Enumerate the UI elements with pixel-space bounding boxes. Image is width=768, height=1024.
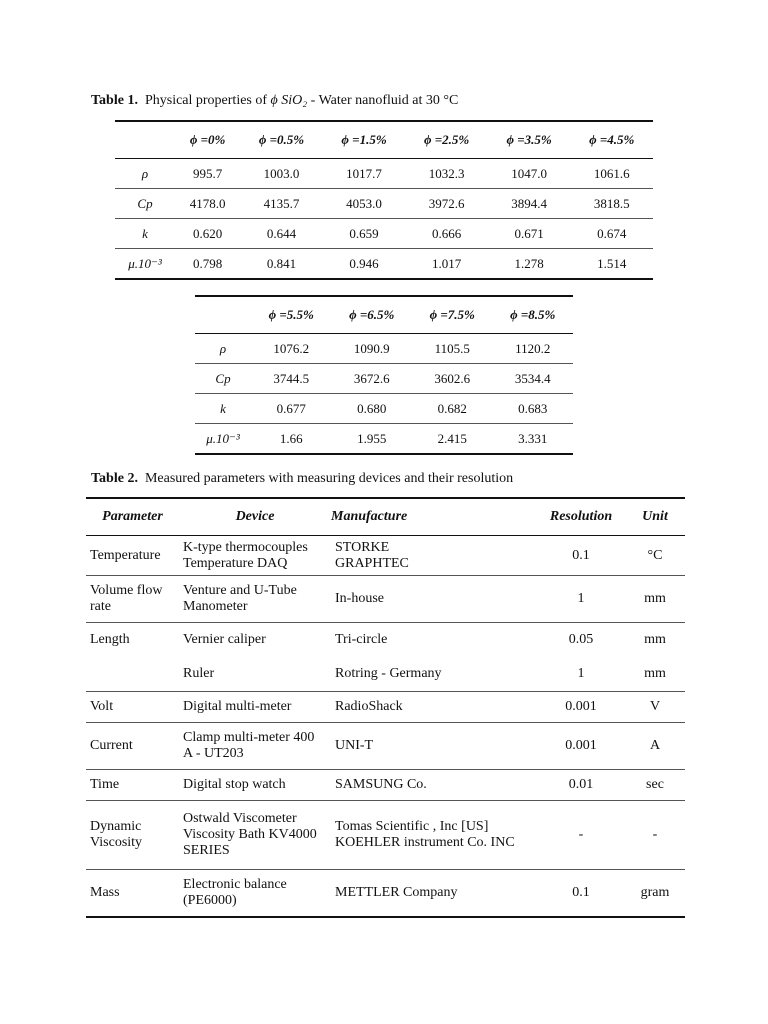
table-cell: 1 (577, 665, 585, 681)
table-cell: Electronic balance (PE6000) (179, 870, 331, 917)
table-cell: V (625, 692, 685, 723)
table1-caption (91, 93, 458, 109)
table-cell: mm (644, 665, 666, 681)
table-cell: 1017.7 (323, 159, 406, 189)
table-cell: 1.66 (251, 424, 332, 455)
table-cell: 1120.2 (493, 334, 574, 364)
table-cell: SAMSUNG Co. (331, 770, 537, 801)
table-cell: Clamp multi-meter 400 A - UT203 (179, 723, 331, 770)
table-row (86, 536, 685, 576)
table-cell: In-house (331, 576, 537, 623)
row-label: μ.10⁻³ (195, 424, 251, 455)
table-cell (86, 657, 179, 692)
table-cell: A (625, 723, 685, 770)
column-header: ϕ =4.5% (589, 132, 635, 147)
table-cell: °C (625, 536, 685, 576)
table-cell: 1090.9 (332, 334, 413, 364)
table-cell: 0.001 (537, 723, 625, 770)
table-row (115, 189, 653, 219)
table-cell: 3894.4 (488, 189, 571, 219)
column-header: Unit (625, 498, 685, 536)
table-cell: mm (625, 623, 685, 657)
table-cell: 0.1 (537, 870, 625, 917)
column-header: Resolution (537, 498, 625, 536)
table-cell: Tri-circle (331, 623, 537, 657)
column-header: ϕ =0.5% (258, 132, 305, 147)
table-cell: 1.278 (488, 249, 571, 280)
row-label: μ.10⁻³ (115, 249, 175, 280)
table-row (195, 334, 573, 364)
table1-label: Table 1. (91, 93, 138, 108)
table-cell: 0.682 (412, 394, 493, 424)
row-label: ρ (195, 334, 251, 364)
column-header: ϕ =2.5% (423, 132, 470, 147)
row-label: k (115, 219, 175, 249)
table-cell: 1.955 (332, 424, 413, 455)
table-cell: 3744.5 (251, 364, 332, 394)
table-cell: Rotring - Germany (335, 665, 442, 681)
table-cell: 1003.0 (240, 159, 323, 189)
table-cell: 3.331 (493, 424, 574, 455)
table-cell: Time (86, 770, 179, 801)
column-header: ϕ =1.5% (341, 132, 387, 147)
table-cell: 0.644 (240, 219, 323, 249)
table-row (86, 723, 685, 770)
table-cell: 0.683 (493, 394, 574, 424)
table-cell: 3534.4 (493, 364, 574, 394)
table-cell: STORKE GRAPHTEC (331, 536, 537, 576)
table-cell: 1047.0 (488, 159, 571, 189)
table1-caption-phi: ϕ (270, 93, 278, 108)
table-cell: K-type thermocouples Temperature DAQ (179, 536, 331, 576)
table-cell: Temperature (86, 536, 179, 576)
table-cell: 1061.6 (570, 159, 653, 189)
table-cell: METTLER Company (331, 870, 537, 917)
table2 (86, 497, 685, 918)
table-cell: Length (86, 623, 179, 657)
table-cell: 3602.6 (412, 364, 493, 394)
table-cell: 0.677 (251, 394, 332, 424)
column-header: ϕ =0% (189, 132, 226, 147)
table-cell: 0.841 (240, 249, 323, 280)
table-cell: 1.017 (405, 249, 488, 280)
table1-part-b (195, 295, 573, 455)
table-cell: 0.01 (537, 770, 625, 801)
table-cell: Venture and U-Tube Manometer (179, 576, 331, 623)
table-cell: Digital stop watch (179, 770, 331, 801)
column-header (195, 296, 251, 334)
table-cell: 0.798 (175, 249, 240, 280)
table-cell: Tomas Scientific , Inc [US] KOEHLER instrument Co. INC (331, 801, 537, 870)
table-row (115, 249, 653, 280)
table-cell: 0.680 (332, 394, 413, 424)
table-row (86, 623, 685, 657)
table1b-body (195, 334, 573, 455)
table-row (86, 801, 685, 870)
row-label: Cp (115, 189, 175, 219)
table-cell: Volt (86, 692, 179, 723)
table-cell: RadioShack (331, 692, 537, 723)
table-row (86, 770, 685, 801)
column-header: Parameter (86, 498, 179, 536)
table-cell: 995.7 (175, 159, 240, 189)
table-cell: sec (625, 770, 685, 801)
table-row (86, 692, 685, 723)
table-row (86, 657, 685, 692)
column-header (115, 121, 175, 159)
table-row (195, 424, 573, 455)
table-cell: 0.1 (537, 536, 625, 576)
table-cell: - (625, 801, 685, 870)
table2-header-row (86, 498, 685, 536)
table-cell: Mass (86, 870, 179, 917)
table-cell: 3972.6 (405, 189, 488, 219)
table2-caption (91, 471, 513, 487)
table-row (195, 364, 573, 394)
row-label: k (195, 394, 251, 424)
table-cell: 1076.2 (251, 334, 332, 364)
table-cell: - (537, 801, 625, 870)
table1-part-a (115, 120, 653, 280)
table1a-body (115, 159, 653, 280)
column-header: ϕ =5.5% (268, 307, 314, 322)
table-cell: 0.666 (405, 219, 488, 249)
table-cell: Current (86, 723, 179, 770)
table-cell: 4178.0 (175, 189, 240, 219)
table-cell: 1.514 (570, 249, 653, 280)
table-cell: 0.001 (537, 692, 625, 723)
table-cell: 2.415 (412, 424, 493, 455)
column-header: ϕ =3.5% (506, 132, 552, 147)
table-cell: gram (625, 870, 685, 917)
table-cell: 0.946 (323, 249, 406, 280)
table1-caption-sio2: SiO₂ (281, 93, 308, 108)
table1a-header-row (115, 121, 653, 159)
table-cell: 1105.5 (412, 334, 493, 364)
table-cell: 0.659 (323, 219, 406, 249)
table1b-header-row (195, 296, 573, 334)
table-cell: Vernier caliper (179, 623, 331, 657)
table-cell: 0.05 (537, 623, 625, 657)
table-cell: Volume flow rate (86, 576, 179, 623)
table-cell: 0.671 (488, 219, 571, 249)
column-header: ϕ =7.5% (429, 307, 475, 322)
table-cell: 4053.0 (323, 189, 406, 219)
row-label: ρ (115, 159, 175, 189)
row-label: Cp (195, 364, 251, 394)
table-cell: 1032.3 (405, 159, 488, 189)
table-row (195, 394, 573, 424)
column-header: ϕ =6.5% (349, 307, 395, 322)
table1-caption-pre: Physical properties of (144, 93, 271, 108)
table-cell: 1 (537, 576, 625, 623)
table-cell: mm (625, 576, 685, 623)
table-cell: 4135.7 (240, 189, 323, 219)
table-row (115, 159, 653, 189)
table-cell: Dynamic Viscosity (86, 801, 179, 870)
table-cell: Ruler (183, 665, 215, 681)
column-header: Device (179, 498, 331, 536)
table-row (86, 870, 685, 917)
table-cell: 3672.6 (332, 364, 413, 394)
table-row (115, 219, 653, 249)
column-header: ϕ =8.5% (510, 307, 556, 322)
column-header: Manufacture (331, 498, 537, 536)
table-cell: 3818.5 (570, 189, 653, 219)
table-row (86, 576, 685, 623)
table-cell: UNI-T (331, 723, 537, 770)
table2-caption-text: Measured parameters with measuring devices and their resolution (144, 471, 514, 486)
table-cell: 0.620 (175, 219, 240, 249)
table-cell: Digital multi-meter (179, 692, 331, 723)
table2-label: Table 2. (91, 471, 138, 486)
table-cell: 0.674 (570, 219, 653, 249)
table-cell: Ostwald Viscometer Viscosity Bath KV4000 SERIES (179, 801, 331, 870)
table2-body (86, 536, 685, 917)
table1-caption-post: - Water nanofluid at 30 °C (307, 93, 459, 108)
